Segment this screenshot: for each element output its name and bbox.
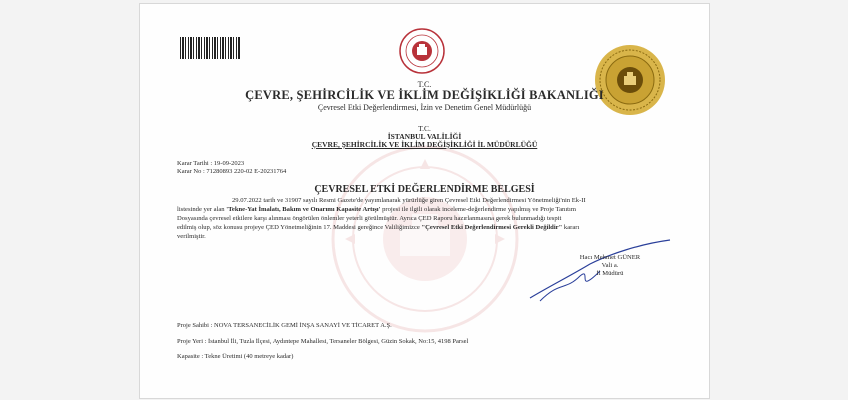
ministry-title: ÇEVRE, ŞEHİRCİLİK VE İKLİM DEĞİŞİKLİĞİ BAKANLIĞI [245,88,604,102]
header-tc: T.C. [417,80,432,89]
ministry-seal-logo [399,28,445,74]
provincial-directorate: ÇEVRE, ŞEHİRCİLİK VE İKLİM DEĞİŞİKLİĞİ İL MÜDÜRLÜĞÜ [311,140,538,149]
certificate-document [139,3,710,399]
subheader-tc: T.C. [418,124,431,133]
body-line: listesinde yer alan 'Tekne-Yat İmalatı, Bakım ve Onarımı Kapasite Artışı' projesi ile ilgili olarak inceleme-değerlendirme yapılmış ve Proje Tanıtım [177,205,576,213]
barcode [180,37,240,59]
project-owner: Proje Sahibi : NOVA TERSANECİLİK GEMİ İNŞA SANAYİ VE TİCARET A.Ş. [177,322,392,329]
signatory-title-1: Vali a. [601,262,619,269]
body-line: verilmiştir. [177,232,206,240]
body-line: edilmiş olup, söz konusu projeye ÇED Yönetmeliğinin 17. Maddesi gereğince Valiliğimizce "Çevresel Etki Değerlendirmesi Gerekli Değildir" kararı [177,223,580,231]
body-line: Dosyasında çevresel etkilere karşı alınması öngörülen önlemler yeterli görülmüştür. Ayrıca ÇED Raporu hazırlanmasına gerek bulunmadığı tespit [177,214,562,222]
decision-date: Karar Tarihi : 19-09-2023 [177,160,245,167]
signatory-title-2: İl Müdürü [596,270,624,277]
directorate-subtitle: Çevresel Etki Değerlendirmesi, İzin ve Denetim Genel Müdürlüğü [317,103,532,112]
certificate-body [177,197,667,242]
project-location: Proje Yeri : İstanbul İli, Tuzla İlçesi, Aydıntepe Mahallesi, Tersaneler Bölgesi, Güzin Sokak, No:15, 4198 Parsel [177,338,469,345]
project-capacity: Kapasite : Tekne Üretimi (40 metreye kadar) [177,353,294,360]
body-line: 29.07.2022 tarih ve 31907 sayılı Resmi Gazete'de yayımlanarak yürürlüğe giren Çevresel Etki Değerlendirmesi Yönetmeliği'nin Ek-II [232,197,586,204]
signatory-name: Hacı Mehmet GÜNER [579,254,641,261]
certificate-title: ÇEVRESEL ETKİ DEĞERLENDİRME BELGESİ [314,184,535,195]
signature-block [560,254,660,278]
governorship-title: İSTANBUL VALİLİĞİ [387,132,462,141]
decision-number: Karar No : 71280893 220-02 E-20231764 [177,168,287,175]
